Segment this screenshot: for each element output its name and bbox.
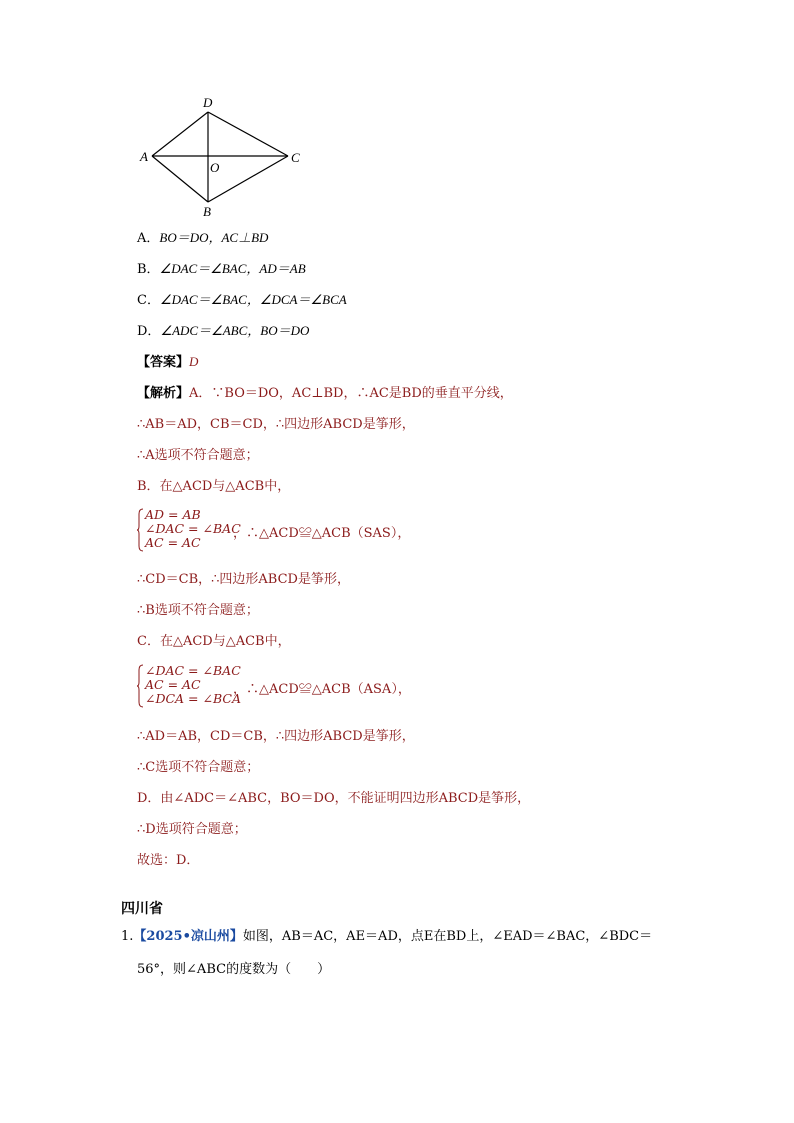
system-c-eq-1: ∠DAC = ∠BAC	[145, 663, 241, 678]
option-d	[137, 322, 309, 341]
system-c-equations	[145, 664, 241, 706]
option-d-text: ∠ADC＝∠ABC，BO＝DO	[160, 323, 310, 338]
analysis-line-12: 故选：D．	[137, 853, 200, 868]
answer-line	[137, 353, 198, 372]
label-b: B	[203, 204, 211, 219]
label-d: D	[203, 95, 213, 110]
question-number: 1.	[121, 929, 134, 944]
edge-cb	[208, 156, 288, 202]
option-c-letter: C．	[137, 293, 160, 308]
option-a-letter: A．	[137, 231, 160, 246]
analysis-line-11: ∴D选项符合题意；	[137, 822, 247, 837]
answer-label: 【答案】	[137, 355, 190, 370]
analysis-line-1	[137, 385, 513, 403]
brace-b	[137, 508, 144, 552]
analysis-label: 【解析】	[137, 386, 190, 401]
system-b-equations	[145, 508, 241, 550]
analysis-line-10: D．由∠ADC＝∠ABC，BO＝DO，不能证明四边形ABCD是筝形，	[137, 791, 531, 806]
option-a-text: BO＝DO，AC⊥BD	[159, 230, 269, 245]
system-c-eq-2: AC = AC	[145, 677, 201, 692]
edge-ba	[152, 156, 208, 202]
system-b-eq-1: AD = AB	[145, 507, 201, 522]
option-a	[137, 229, 268, 248]
system-c-conclusion: ，∴△ACD≌△ACB（ASA），	[233, 682, 411, 697]
section-title: 四川省	[121, 901, 163, 917]
question-source: 【2025•凉山州】	[133, 929, 243, 944]
option-c-text: ∠DAC＝∠BAC，∠DCA＝∠BCA	[159, 292, 347, 307]
label-o: O	[210, 160, 220, 175]
analysis-line-7: C．在△ACD与△ACB中，	[137, 634, 291, 649]
analysis-line-6: ∴B选项不符合题意；	[137, 603, 259, 618]
system-c	[137, 664, 457, 710]
option-b	[137, 260, 306, 279]
analysis-text-1: A．∵BO＝DO，AC⊥BD，∴AC是BD的垂直平分线，	[189, 386, 513, 401]
analysis-line-5: ∴CD＝CB，∴四边形ABCD是筝形，	[137, 572, 350, 587]
system-b-eq-3: AC = AC	[145, 535, 201, 550]
analysis-line-8: ∴AD＝AB，CD＝CB，∴四边形ABCD是筝形，	[137, 729, 415, 744]
question-text-1: 如图，AB＝AC，AE＝AD，点E在BD上，∠EAD＝∠BAC，∠BDC＝	[242, 929, 653, 944]
option-b-letter: B．	[137, 262, 160, 277]
question-1-line-1	[121, 925, 652, 944]
option-d-letter: D．	[137, 324, 161, 339]
analysis-line-3: ∴A选项不符合题意；	[137, 448, 259, 463]
edge-ad	[152, 112, 208, 156]
analysis-line-2: ∴AB＝AD，CB＝CD，∴四边形ABCD是筝形，	[137, 417, 415, 432]
analysis-line-9: ∴C选项不符合题意；	[137, 760, 260, 775]
system-b-conclusion: ，∴△ACD≌△ACB（SAS），	[233, 526, 411, 541]
system-b-eq-2: ∠DAC = ∠BAC	[145, 521, 241, 536]
kite-figure	[130, 92, 310, 222]
kite-diagram	[130, 92, 310, 222]
system-b	[137, 508, 457, 554]
brace-c	[137, 664, 144, 708]
answer-value: D	[189, 354, 199, 369]
option-b-text: ∠DAC＝∠BAC，AD＝AB	[159, 261, 306, 276]
option-c	[137, 291, 347, 310]
system-c-eq-3: ∠DCA = ∠BCA	[145, 691, 241, 706]
label-c: C	[291, 150, 300, 165]
analysis-line-4: B．在△ACD与△ACB中，	[137, 479, 291, 494]
label-a: A	[140, 149, 148, 164]
question-1-line-2: 56°，则∠ABC的度数为（ ）	[137, 962, 331, 977]
edge-dc	[208, 112, 288, 156]
